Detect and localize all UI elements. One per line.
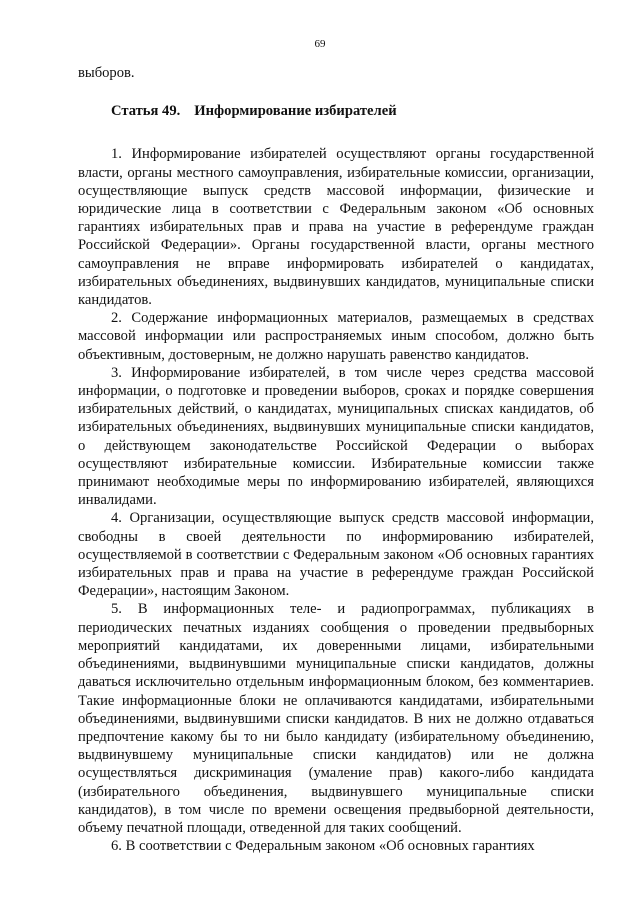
article-paragraph-2: 2. Содержание информационных материалов, размещаемых в средствах массовой информации или распространяемых иным способом, должно быть объективным, достоверным, не должно нарушать равенство кандидатов. <box>78 310 594 363</box>
page-number: 69 <box>314 38 326 50</box>
article-paragraph-4: 4. Организации, осуществляющие выпуск средств массовой информации, свободны в своей деятельности по информированию избирателей, осуществляемой в соответствии с Федеральным законом «Об основных гарантиях избирательных прав и права на участие в референдуме граждан Российской Федерации», настоящим Законом. <box>78 510 594 600</box>
article-paragraph-3: 3. Информирование избирателей, в том числе через средства массовой информации, о подготовке и проведении выборов, сроках и порядке совершения избирательных действий, о кандидатах, муниципальных списках кандидатов, об избирательных объединениях, выдвинувших муниципальные списки кандидатов, о действующем законодательстве Российской Федерации о выборах осуществляют избирательные комиссии. Избирательные комиссии также принимают необходимые меры по информированию избирателей, являющихся инвалидами. <box>78 364 594 509</box>
article-heading <box>111 102 594 120</box>
carryover-text: выборов. <box>78 65 135 81</box>
article-paragraph-5: 5. В информационных теле- и радиопрограммах, публикациях в периодических печатных изданиях сообщения о проведении предвыборных мероприятий кандидатами, их доверенными лицами, избирательными объединениями, выдвинувшими муниципальные списки кандидатов, должны даваться исключительно отдельным информационным блоком, без комментариев. Такие информационные блоки не оплачиваются кандидатами, избирательными объединениями, выдвинувшими списки кандидатов. В них не должно отдаваться предпочтение какому бы то ни было кандидату (избирательному объединению, выдвинувшему муниципальные списки кандидатов) или не должна осуществляться дискриминация (умаление прав) какого-либо кандидата (избирательного объединения, выдвинувшего муниципальные списки кандидатов), в том числе по времени освещения предвыборной деятельности, объему печатной площади, отведенной для таких сообщений. <box>78 601 594 836</box>
article-paragraph-1: 1. Информирование избирателей осуществляют органы государственной власти, органы местного самоуправления, избирательные комиссии, организации, осуществляющие выпуск средств массовой информации, физические и юридические лица в соответствии с Федеральным законом «Об основных гарантиях избирательных прав и права на участие в референдуме граждан Российской Федерации». Органы государственной власти, органы местного самоуправления не вправе информировать избирателей о кандидатах, избирательных объединениях, выдвинувших кандидатов, муниципальные списки кандидатов. <box>78 146 594 309</box>
article-title: Информирование избирателей <box>194 103 397 120</box>
article-number: Статья 49. <box>111 103 181 120</box>
article-paragraph-6: 6. В соответствии с Федеральным законом «Об основных гарантиях <box>111 838 535 855</box>
document-body <box>78 64 594 855</box>
